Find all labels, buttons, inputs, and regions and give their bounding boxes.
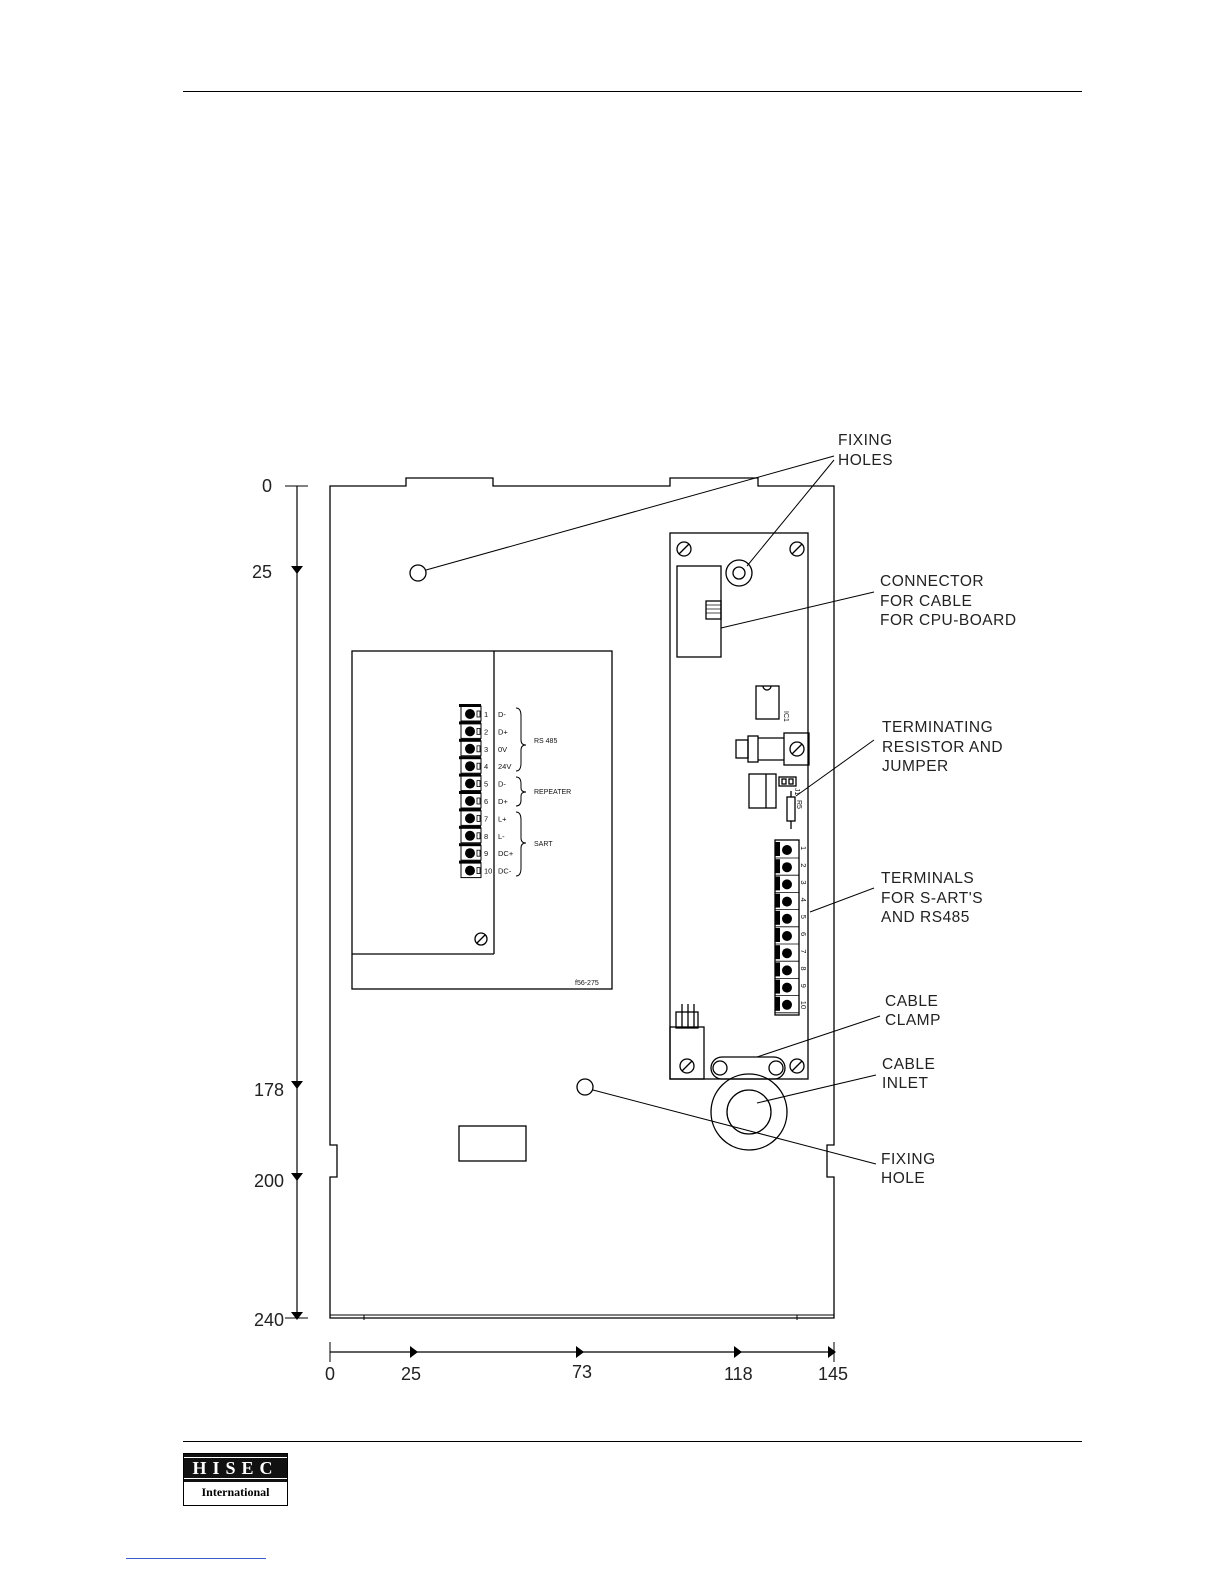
left-terminal-7 [459,808,507,825]
left-terminal-number: 3 [484,744,489,754]
left-terminal-signal: L- [498,831,505,841]
hisec-logo [183,1453,288,1506]
dim-h-118: 118 [724,1364,753,1384]
left-terminal-number: 8 [484,831,489,841]
left-terminal-number: 9 [484,849,489,859]
left-terminal-8 [459,826,505,843]
left-terminal-number: 2 [484,727,489,737]
right-terminal-7 [775,945,808,961]
right-terminal-number: 1 [799,846,808,851]
footer-underline [126,1558,266,1559]
left-terminal-signal: 0V [498,744,508,754]
resistor-label: R5 [795,800,802,809]
footer-rule [183,1441,1082,1442]
right-terminal-number: 3 [799,880,808,885]
dim-h-145: 145 [818,1364,849,1384]
callout-cable-inlet-1: CABLE [882,1056,936,1073]
left-terminal-signal: D- [498,779,506,789]
callout-terminals-2: FOR S-ART'S [881,890,984,907]
part-number: f56-275 [575,980,599,987]
left-terminal-9 [459,843,514,860]
left-terminal-1 [459,704,506,721]
left-terminal-signal: D+ [498,727,508,737]
right-terminal-number: 4 [799,897,808,902]
left-terminal-number: 4 [484,762,489,772]
right-terminal-2 [775,859,808,875]
left-terminal-signal: 24V [498,762,512,772]
left-terminal-5 [459,774,506,791]
right-terminal-number: 5 [799,914,808,919]
logo-bottom-text: International [201,1485,270,1499]
cpu-connector [677,566,721,657]
right-terminal-4 [775,894,808,910]
callout-connector-2: FOR CABLE [880,593,973,610]
right-terminal-number: 10 [799,1000,808,1010]
callout-fixing-holes-2: HOLES [838,452,894,469]
callout-terminating-2: RESISTOR AND [882,739,1004,756]
ic1-label: IC1 [782,711,789,722]
callout-cable-clamp-1: CABLE [885,993,939,1010]
callout-fixing-hole-2: HOLE [881,1170,926,1187]
right-terminal-6 [775,928,808,944]
right-terminal-number: 9 [799,983,808,988]
right-terminal-1 [775,842,808,858]
dim-v-25: 25 [252,562,273,582]
right-terminal-10 [775,997,808,1013]
cable-inlet [711,1074,787,1150]
dim-h-25: 25 [401,1364,422,1384]
right-terminal-8 [775,962,808,978]
left-terminal-signal: D- [498,710,506,719]
left-terminal-number: 5 [484,779,489,789]
jumper-label: J1 [793,788,800,796]
callout-connector-1: CONNECTOR [880,573,985,590]
left-terminal-4 [459,756,511,773]
right-terminal-number: 2 [799,863,808,868]
fixing-hole-bottom [577,1079,593,1095]
group-label-sart: SART [534,841,553,848]
group-label-repeater: REPEATER [534,789,572,796]
callout-cable-inlet-2: INLET [882,1075,929,1092]
dim-v-0: 0 [262,476,273,496]
dim-h-0: 0 [325,1364,336,1384]
right-terminal-number: 6 [799,932,808,937]
left-terminal-signal: D+ [498,797,508,806]
ic1-chip [756,686,779,719]
left-terminal-signal: DC+ [498,849,514,859]
knockout-rect [459,1126,526,1161]
left-terminal-10 [459,861,512,878]
right-terminal-number: 8 [799,966,808,971]
logo-top-text: HISEC [184,1454,287,1482]
right-terminal-3 [775,876,808,892]
callout-terminals-3: AND RS485 [881,909,970,926]
left-terminal-number: 6 [484,797,489,806]
left-terminal-number: 1 [484,710,489,719]
resistor-r5 [787,797,795,821]
left-terminal-3 [459,739,507,756]
dim-v-240: 240 [254,1310,285,1330]
callout-fixing-holes-1: FIXING [838,432,893,449]
callout-terminals-1: TERMINALS [881,870,975,887]
dim-h-73: 73 [572,1362,593,1382]
right-terminal-9 [775,980,808,996]
callout-cable-clamp-2: CLAMP [885,1012,941,1029]
left-terminal-block [459,704,514,878]
callout-terminating-3: JUMPER [882,758,949,775]
fixing-hole-top-left [410,565,426,581]
enclosure-outline [330,478,834,1318]
dim-v-178: 178 [254,1080,285,1100]
callout-terminating-1: TERMINATING [882,719,994,736]
left-terminal-signal: L+ [498,814,507,824]
left-terminal-number: 7 [484,814,489,824]
callout-connector-3: FOR CPU-BOARD [880,612,1017,629]
left-terminal-2 [459,721,508,738]
cable-clamp [711,1057,785,1079]
left-terminal-number: 10 [484,866,493,876]
dim-v-200: 200 [254,1171,285,1191]
left-terminal-signal: DC- [498,866,512,876]
group-label-rs485: RS 485 [534,738,558,745]
callout-fixing-hole-1: FIXING [881,1151,936,1168]
right-terminal-5 [775,911,808,927]
left-terminal-6 [459,791,508,808]
right-terminal-number: 7 [799,949,808,954]
